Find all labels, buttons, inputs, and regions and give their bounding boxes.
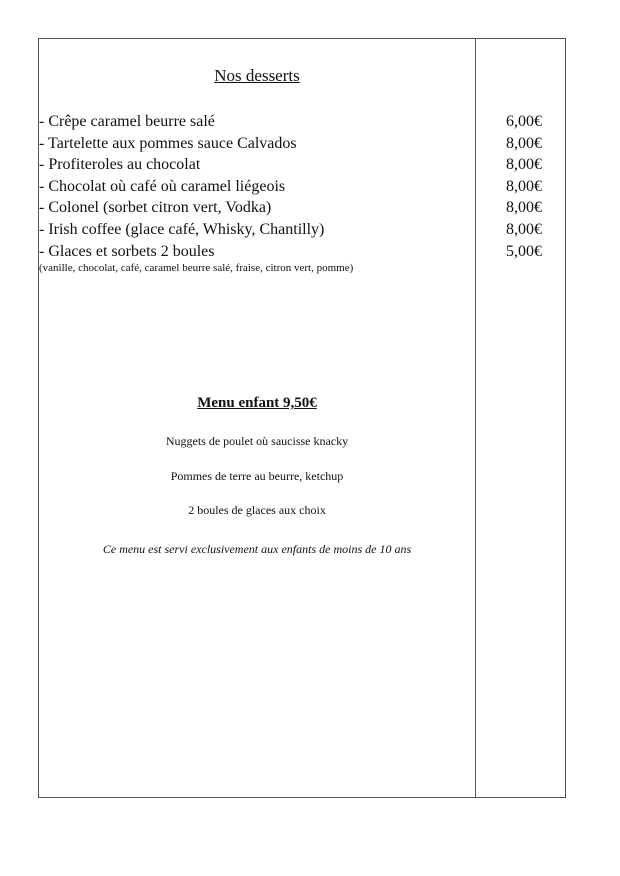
dessert-item-tartelette: - Tartelette aux pommes sauce Calvados (39, 134, 297, 152)
kids-menu-side: Pommes de terre au beurre, ketchup (170, 469, 344, 483)
price-liegeois: 8,00€ (506, 177, 542, 195)
dessert-item-crepe: - Crêpe caramel beurre salé (39, 113, 215, 130)
price-irish-coffee: 8,00€ (506, 220, 542, 238)
kids-menu-main: Nuggets de poulet où saucisse knacky (165, 434, 349, 448)
dessert-item-colonel: - Colonel (sorbet citron vert, Vodka) (39, 199, 272, 217)
dessert-item-irish-coffee: - Irish coffee (glace café, Whisky, Chantilly) (39, 220, 325, 238)
kids-menu-age-note: Ce menu est servi exclusivement aux enfants de moins de 10 ans (102, 542, 412, 556)
dessert-item-glaces: - Glaces et sorbets 2 boules (39, 242, 215, 260)
price-glaces: 5,00€ (506, 242, 542, 260)
price-list (475, 111, 542, 262)
price-colonel: 8,00€ (506, 199, 542, 217)
dessert-item-profiteroles: - Profiteroles au chocolat (39, 156, 201, 174)
dessert-list (39, 111, 475, 262)
menu-frame (38, 38, 566, 798)
price-tartelette: 8,00€ (506, 134, 542, 152)
kids-menu-dessert: 2 boules de glaces aux choix (188, 503, 326, 517)
dessert-item-liegeois: - Chocolat où café où caramel liégeois (39, 177, 286, 195)
dessert-flavours-note: (vanille, chocolat, café, caramel beurre salé, fraise, citron vert, pomme) (39, 262, 354, 274)
price-profiteroles: 8,00€ (506, 156, 542, 174)
price-crepe: 6,00€ (506, 113, 542, 130)
desserts-title: Nos desserts (214, 66, 300, 85)
kids-menu-title: Menu enfant 9,50€ (197, 395, 317, 411)
